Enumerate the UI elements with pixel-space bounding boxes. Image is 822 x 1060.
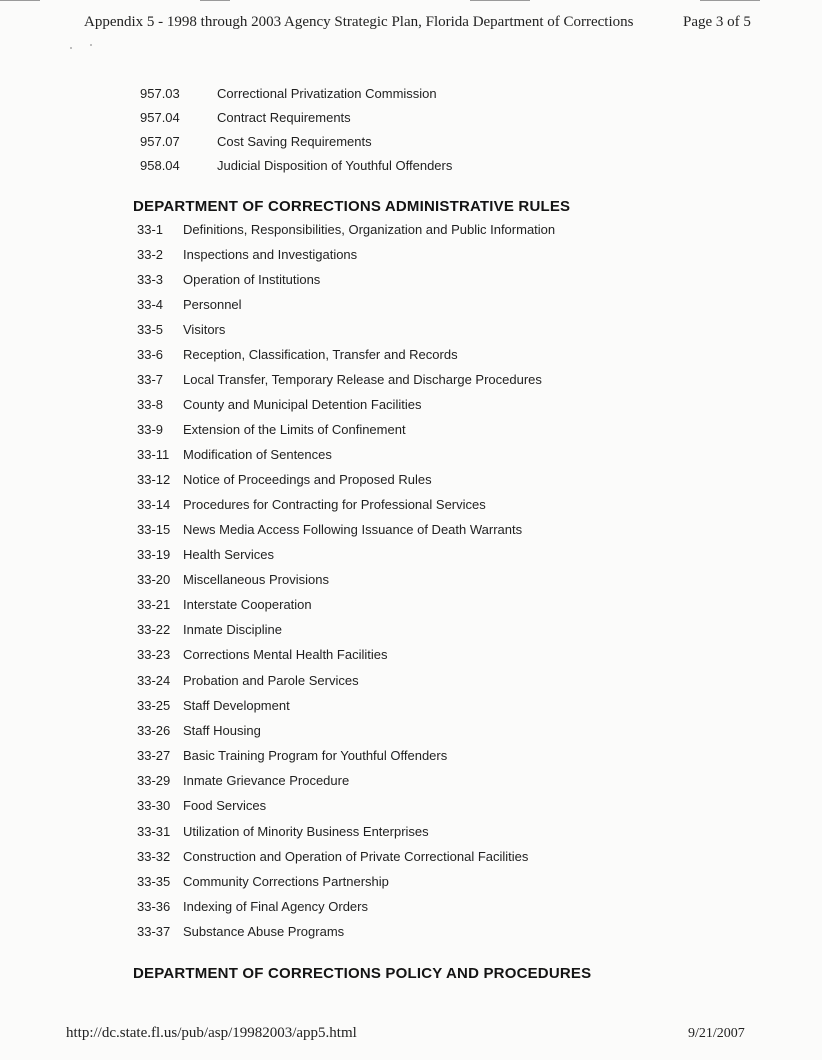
rule-code: 33-4	[137, 297, 164, 312]
rule-title: Procedures for Contracting for Professional Services	[183, 497, 486, 512]
rule-title: Inmate Discipline	[183, 622, 282, 637]
rule-code: 33-37	[137, 924, 171, 939]
rule-title: Miscellaneous Provisions	[183, 572, 329, 587]
scan-artifact	[470, 0, 530, 1]
rule-title: Local Transfer, Temporary Release and Discharge Procedures	[183, 372, 542, 387]
scan-speck	[90, 44, 92, 46]
rule-code: 33-27	[137, 748, 171, 763]
rule-code: 33-15	[137, 522, 171, 537]
rule-title: Inspections and Investigations	[183, 247, 358, 262]
rule-code: 33-22	[137, 622, 171, 637]
footer-url: http://dc.state.fl.us/pub/asp/19982003/app5.html	[66, 1025, 357, 1041]
rule-title: Construction and Operation of Private Correctional Facilities	[183, 849, 529, 864]
rule-code: 33-36	[137, 899, 171, 914]
rule-title: Community Corrections Partnership	[183, 874, 389, 889]
rule-title: Food Services	[183, 798, 267, 813]
page-number: Page 3 of 5	[683, 14, 751, 30]
statute-code: 958.04	[140, 158, 180, 173]
rule-title: Health Services	[183, 547, 275, 562]
rule-title: News Media Access Following Issuance of Death Warrants	[183, 522, 523, 537]
rule-title: Basic Training Program for Youthful Offenders	[183, 748, 448, 763]
section-heading-administrative-rules: DEPARTMENT OF CORRECTIONS ADMINISTRATIVE RULES	[133, 198, 571, 215]
rule-title: Modification of Sentences	[183, 447, 332, 462]
rule-title: Indexing of Final Agency Orders	[183, 899, 368, 914]
rule-code: 33-6	[137, 347, 164, 362]
scan-speck	[70, 47, 72, 49]
rule-code: 33-25	[137, 698, 171, 713]
page-header-title: Appendix 5 - 1998 through 2003 Agency Strategic Plan, Florida Department of Corrections	[84, 14, 634, 30]
rule-title: Extension of the Limits of Confinement	[183, 422, 406, 437]
scan-artifact	[200, 0, 230, 1]
rule-code: 33-32	[137, 849, 171, 864]
rule-code: 33-11	[137, 447, 170, 462]
rule-code: 33-3	[137, 272, 164, 287]
rule-code: 33-1	[137, 222, 164, 237]
section-heading-policy-procedures: DEPARTMENT OF CORRECTIONS POLICY AND PROCEDURES	[133, 965, 592, 982]
rule-code: 33-29	[137, 773, 171, 788]
rule-code: 33-2	[137, 247, 164, 262]
statute-title: Cost Saving Requirements	[217, 134, 372, 149]
statute-code: 957.04	[140, 110, 180, 125]
rule-code: 33-5	[137, 322, 164, 337]
rule-title: Staff Housing	[183, 723, 261, 738]
rule-title: Definitions, Responsibilities, Organization and Public Information	[183, 222, 556, 237]
rule-title: Personnel	[183, 297, 242, 312]
rule-title: Probation and Parole Services	[183, 673, 359, 688]
rule-title: County and Municipal Detention Facilities	[183, 397, 422, 412]
rule-title: Corrections Mental Health Facilities	[183, 647, 388, 662]
rule-code: 33-24	[137, 673, 171, 688]
statute-code: 957.03	[140, 86, 180, 101]
statute-code: 957.07	[140, 134, 180, 149]
rule-title: Inmate Grievance Procedure	[183, 773, 350, 788]
rule-code: 33-12	[137, 472, 171, 487]
rule-title: Interstate Cooperation	[183, 597, 312, 612]
scan-artifact	[700, 0, 760, 1]
statute-title: Correctional Privatization Commission	[217, 86, 437, 101]
rule-title: Utilization of Minority Business Enterprises	[183, 824, 429, 839]
rule-title: Notice of Proceedings and Proposed Rules	[183, 472, 432, 487]
rule-code: 33-31	[137, 824, 171, 839]
rule-code: 33-35	[137, 874, 171, 889]
rule-code: 33-7	[137, 372, 164, 387]
rule-code: 33-9	[137, 422, 164, 437]
footer-date: 9/21/2007	[688, 1026, 745, 1041]
rule-title: Reception, Classification, Transfer and Records	[183, 347, 458, 362]
rule-title: Substance Abuse Programs	[183, 924, 345, 939]
scan-artifact	[0, 0, 40, 1]
rule-title: Staff Development	[183, 698, 290, 713]
rule-code: 33-30	[137, 798, 171, 813]
rule-code: 33-26	[137, 723, 171, 738]
rule-code: 33-23	[137, 647, 171, 662]
rule-code: 33-19	[137, 547, 171, 562]
rule-code: 33-8	[137, 397, 164, 412]
rule-title: Visitors	[183, 322, 226, 337]
rule-code: 33-20	[137, 572, 171, 587]
statute-title: Judicial Disposition of Youthful Offenders	[217, 158, 453, 173]
rule-code: 33-21	[137, 597, 171, 612]
statute-title: Contract Requirements	[217, 110, 351, 125]
rule-code: 33-14	[137, 497, 171, 512]
rule-title: Operation of Institutions	[183, 272, 321, 287]
